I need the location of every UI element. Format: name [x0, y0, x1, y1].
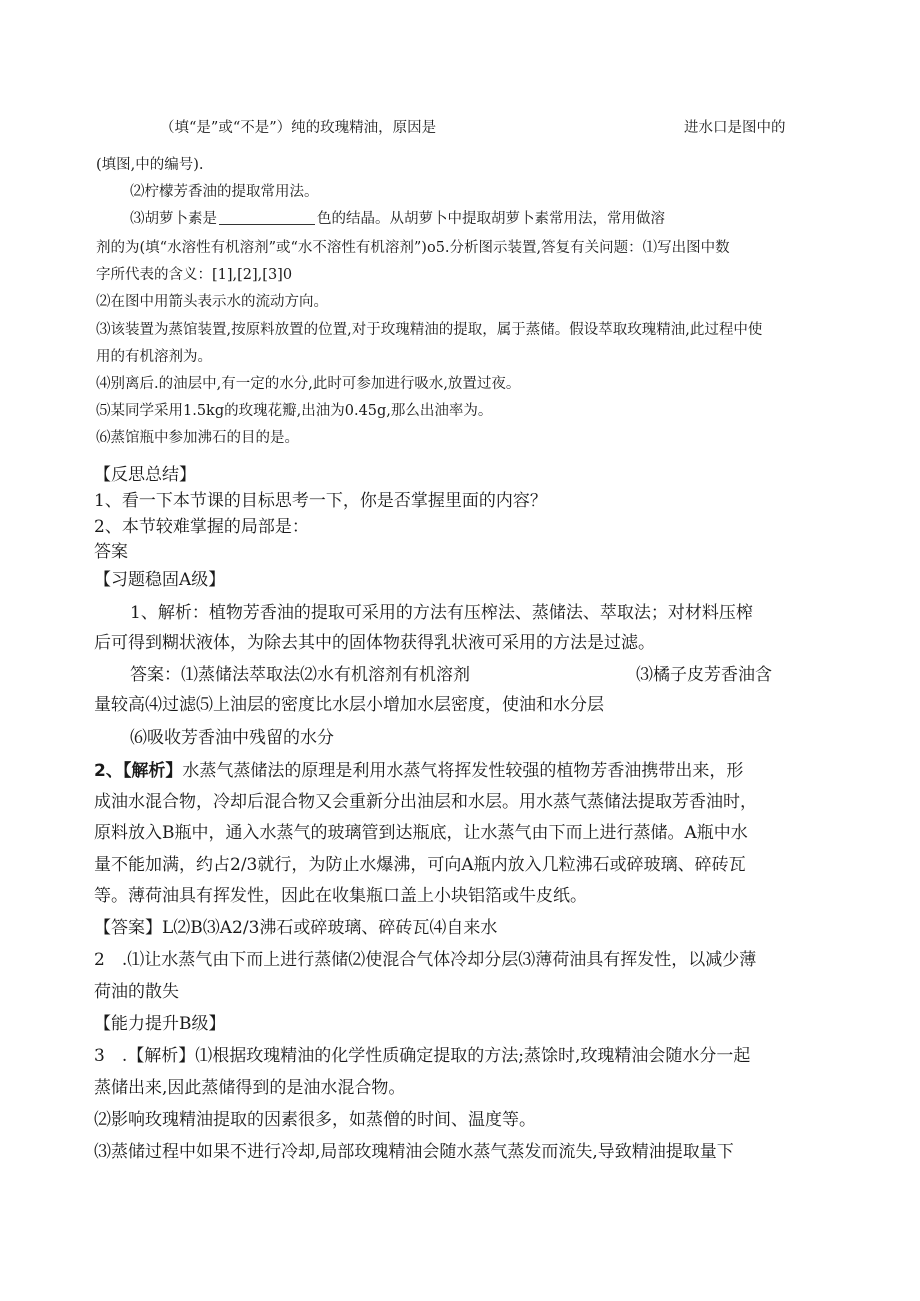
- question-text: 色的结晶。从胡萝卜中提取胡萝卜素常用法，常用做溶: [317, 211, 665, 227]
- answer-line: ⑹吸收芳香油中残留的水分: [130, 728, 334, 748]
- answer-line: 2 .⑴让水蒸气由下而上进行蒸储⑵使混合气体冷却分层⑶薄荷油具有挥发性，以减少薄: [94, 950, 757, 970]
- answer-line: [94, 756, 743, 781]
- question-line: [130, 207, 665, 228]
- answer-line: 后可得到糊状液体，为除去其中的固体物获得乳状液可采用的方法是过滤。: [94, 633, 655, 653]
- section-heading: 【能力提升B级】: [94, 1014, 226, 1034]
- question-line: 字所代表的含义：[1],[2],[3]0: [96, 267, 293, 283]
- question-line: （填“是”或“不是”）纯的玫瑰精油，原因是: [160, 120, 437, 136]
- question-line: (填图,中的编号).: [96, 157, 204, 173]
- question-line: 用的有机溶剂为。: [96, 349, 212, 365]
- section-heading: 【习题稳固A级】: [94, 570, 226, 590]
- answer-line: 1、解析：植物芳香油的提取可采用的方法有压榨法、蒸储法、萃取法；对材料压榨: [130, 603, 753, 623]
- answer-line: 量较高⑷过滤⑸上油层的密度比水层小增加水层密度，使油和水分层: [94, 695, 604, 715]
- reflection-item: 1、看一下本节课的目标思考一下，你是否掌握里面的内容？: [94, 491, 547, 511]
- question-line: 剂的为(填“水溶性有机溶剂”或“水不溶性有机溶剂”)o5.分析图示装置,答复有关问题：⑴写出图中数: [96, 240, 730, 256]
- answer-line: ⑶橘子皮芳香油含: [636, 665, 772, 685]
- answers-title: 答案: [94, 542, 128, 562]
- answer-line: 成油水混合物，冷却后混合物又会重新分出油层和水层。用水蒸气蒸储法提取芳香油时，: [94, 792, 757, 812]
- question-number: 2、【解析】: [94, 761, 183, 781]
- reflection-item: 2、本节较难掌握的局部是：: [94, 517, 309, 537]
- question-line: ⑹蒸馆瓶中参加沸石的目的是。: [96, 430, 299, 446]
- question-line: ⑸某同学采用1.5kg的玫瑰花瓣,出油为0.45g,那么出油率为。: [96, 403, 493, 419]
- answer-blank: [219, 224, 315, 225]
- question-line: 进水口是图中的: [684, 120, 786, 136]
- answer-line: ⑵影响玫瑰精油提取的因素很多，如蒸僧的时间、温度等。: [94, 1110, 536, 1130]
- answer-line: 蒸储出来,因此蒸储得到的是油水混合物。: [94, 1078, 406, 1098]
- answer-text: 水蒸气蒸储法的原理是利用水蒸气将挥发性较强的植物芳香油携带出来，形: [182, 761, 744, 781]
- answer-line: ⑶蒸储过程中如果不进行冷却,局部玫瑰精油会随水蒸气蒸发而流失,导致精油提取量下: [94, 1142, 734, 1162]
- answer-line: 原料放入B瓶中，通入水蒸气的玻璃管到达瓶底，让水蒸气由下而上进行蒸储。A瓶中水: [94, 823, 748, 843]
- question-line: ⑷别离后.的油层中,有一定的水分,此时可参加进行吸水,放置过夜。: [96, 376, 521, 392]
- answer-line: 答案：⑴蒸储法萃取法⑵水有机溶剂有机溶剂: [130, 665, 470, 685]
- question-text: ⑶胡萝卜素是: [130, 211, 217, 227]
- question-line: ⑵在图中用箭头表示水的流动方向。: [96, 294, 328, 310]
- question-line: ⑵柠檬芳香油的提取常用法。: [130, 184, 319, 200]
- answer-line: 【答案】L⑵B⑶A2/3沸石或碎玻璃、碎砖瓦⑷自来水: [94, 918, 498, 938]
- answer-line: 3 .【解析】⑴根据玫瑰精油的化学性质确定提取的方法;蒸馀时,玫瑰精油会随水分一起: [94, 1046, 751, 1066]
- answer-line: 荷油的散失: [94, 982, 179, 1002]
- question-line: ⑶该装置为蒸馆装置,按原料放置的位置,对于玫瑰精油的提取，属于蒸储。假设萃取玫瑰精油,此过程中使: [96, 322, 763, 338]
- section-heading: 【反思总结】: [94, 465, 196, 485]
- answer-line: 量不能加满，约占2/3就行，为防止水爆沸，可向A瓶内放入几粒沸石或碎玻璃、碎砖瓦: [94, 855, 746, 875]
- answer-line: 等。薄荷油具有挥发性，因此在收集瓶口盖上小块铝箔或牛皮纸。: [94, 886, 587, 906]
